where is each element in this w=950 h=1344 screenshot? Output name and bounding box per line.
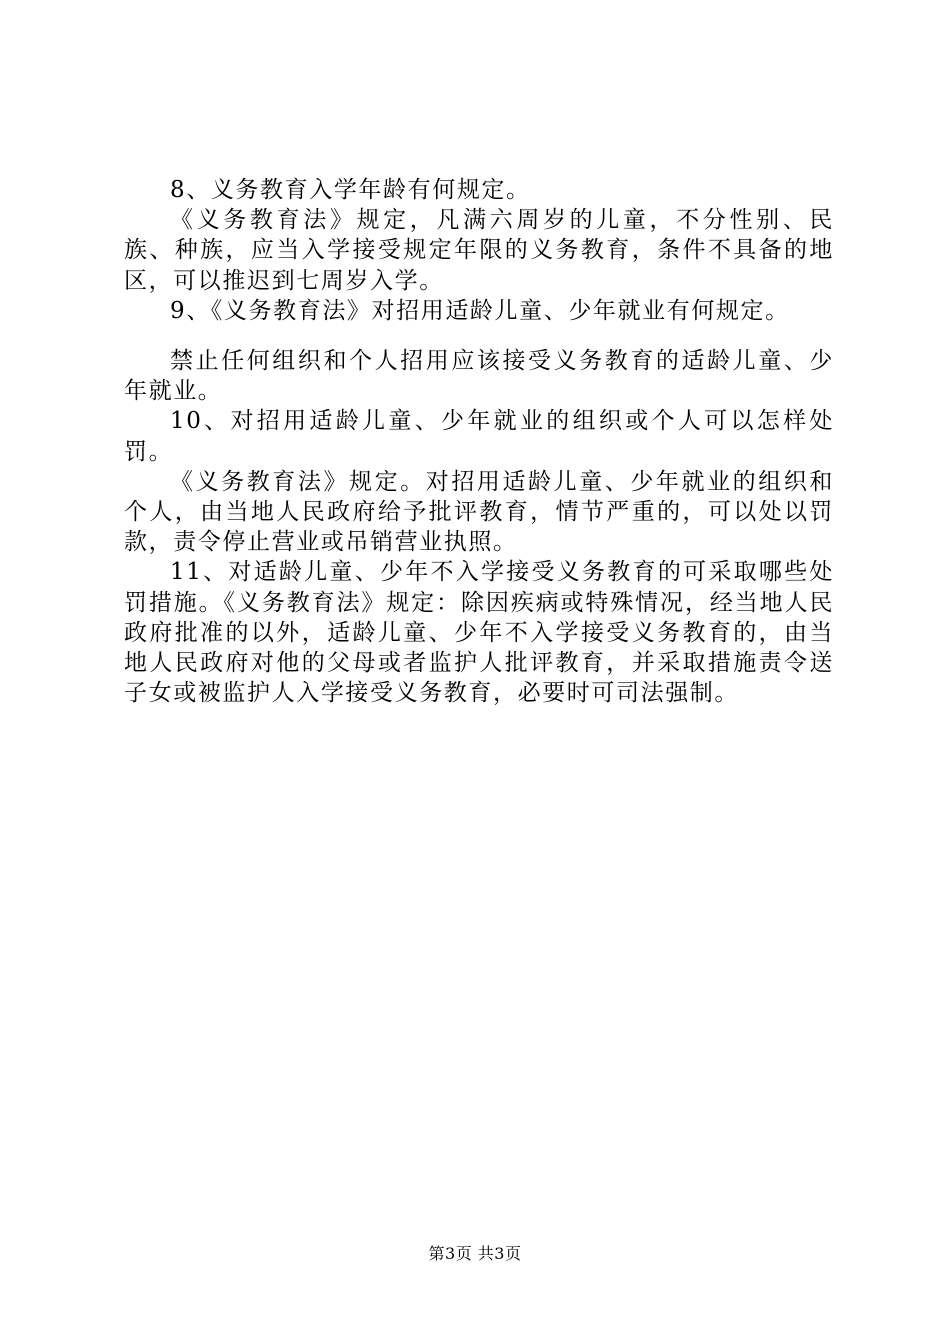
document-body [124, 175, 834, 708]
question-8-heading: 8、义务教育入学年龄有何规定。 [170, 177, 531, 203]
page-number-label: 第3页 共3页 [428, 1244, 522, 1263]
page-footer [0, 1244, 950, 1264]
question-9-heading: 9、《义务教育法》对招用适龄儿童、少年就业有何规定。 [170, 297, 790, 324]
question-11-paragraph: 11、对适龄儿童、少年不入学接受义务教育的可采取哪些处罚措施。《义务教育法》规定：除因疾病或特殊情况，经当地人民政府批准的以外，适龄儿童、少年不入学接受义务教育的，由当地人民政府对他的父母或者监护人批评教育，并采取措施责令送子女或被监护人入学接受义务教育，必要时可司法强制。 [124, 559, 834, 707]
paragraph-spacer [124, 326, 834, 346]
question-10-heading: 10、对招用适龄儿童、少年就业的组织或个人可以怎样处罚。 [124, 408, 834, 465]
answer-9-paragraph: 禁止任何组织和个人招用应该接受义务教育的适龄儿童、少年就业。 [124, 348, 834, 405]
answer-10-paragraph: 《义务教育法》规定。对招用适龄儿童、少年就业的组织和个人，由当地人民政府给予批评教育，情节严重的，可以处以罚款，责令停止营业或吊销营业执照。 [124, 468, 834, 556]
answer-8-paragraph: 《义务教育法》规定，凡满六周岁的儿童，不分性别、民族、种族，应当入学接受规定年限的义务教育，条件不具备的地区，可以推迟到七周岁入学。 [124, 207, 834, 294]
